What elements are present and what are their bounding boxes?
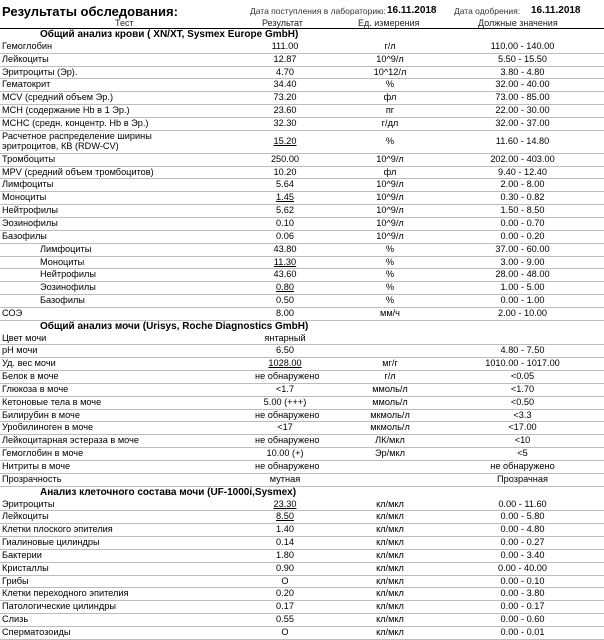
test-result: 0.10: [276, 217, 294, 228]
test-unit: кл/мкл: [376, 601, 404, 612]
test-name: Лейкоциты: [2, 511, 49, 522]
test-norm: 22.00 - 30.00: [495, 105, 550, 116]
test-name: Слизь: [2, 614, 29, 625]
test-norm: 0.30 - 0.82: [500, 192, 545, 203]
test-name: Лимфоциты: [40, 243, 92, 254]
test-unit: ммоль/л: [372, 396, 408, 407]
test-name: Моноциты: [40, 256, 85, 267]
test-result: 43.80: [273, 243, 297, 254]
report-title: Результаты обследования:: [2, 4, 178, 19]
table-row: [0, 105, 604, 118]
table-row: [0, 41, 604, 54]
test-result: 111.00: [271, 40, 299, 51]
test-name: pH мочи: [2, 345, 38, 356]
table-row: [0, 308, 604, 321]
test-result: не обнаружено: [255, 371, 320, 382]
test-norm: 0.00 - 11.60: [498, 498, 547, 509]
received-label: Дата поступления в лабораторию:: [250, 6, 386, 16]
test-norm: 0.00 - 0.10: [500, 575, 545, 586]
test-unit: мкмоль/л: [370, 422, 410, 433]
test-name-line2: эритроцитов, КВ (RDW-CV): [2, 141, 119, 152]
test-result: 10.00 (+): [266, 448, 304, 459]
test-result: 5.64: [276, 179, 294, 190]
test-norm: 11.60 - 14.80: [495, 135, 550, 146]
test-norm: 0.00 - 5.80: [500, 511, 545, 522]
test-unit: %: [385, 256, 395, 267]
test-result: О: [281, 575, 289, 586]
col-result: Результат: [262, 18, 303, 28]
test-result: 23.30: [273, 498, 297, 509]
table-row: [0, 333, 604, 346]
table-row: [0, 269, 604, 282]
test-name: Уд. вес мочи: [2, 358, 56, 369]
test-name: Прозрачность: [2, 473, 62, 484]
col-norm: Должные значения: [478, 18, 558, 28]
test-unit: фл: [383, 166, 397, 177]
test-name: MCHC (средн. концентр. Hb в Эр.): [2, 117, 149, 128]
test-norm: <5: [517, 448, 528, 459]
test-norm: 1.00 - 5.00: [500, 282, 545, 293]
test-norm: 2.00 - 10.00: [497, 307, 548, 318]
test-name: Эритроциты (Эр).: [2, 66, 78, 77]
table-row: [0, 563, 604, 576]
test-name: Моноциты: [2, 192, 47, 203]
test-unit: кл/мкл: [376, 498, 404, 509]
test-norm: 0.00 - 3.80: [500, 588, 545, 599]
table-row: [0, 435, 604, 448]
test-norm: <10: [514, 435, 531, 446]
test-name: Базофилы: [40, 295, 85, 306]
table-row: [0, 79, 604, 92]
test-result: янтарный: [264, 332, 306, 343]
test-unit: %: [385, 269, 395, 280]
test-norm: 0.00 - 0.60: [500, 614, 545, 625]
section-title: Анализ клеточного состава мочи (UF-1000i,Sysmex): [40, 486, 297, 498]
test-unit: ЛК/мкл: [375, 435, 405, 446]
test-unit: кл/мкл: [376, 549, 404, 560]
test-unit: кл/мкл: [376, 524, 404, 535]
table-row: [0, 244, 604, 257]
test-result: 5.62: [276, 205, 294, 216]
test-norm: 37.00 - 60.00: [495, 243, 550, 254]
test-result: 32.30: [273, 117, 297, 128]
test-name: Грибы: [2, 575, 29, 586]
test-name: Нейтрофилы: [40, 269, 96, 280]
table-row: [0, 257, 604, 270]
test-unit: Эр/мкл: [374, 448, 406, 459]
test-result: 0.90: [276, 562, 294, 573]
test-unit: %: [385, 79, 395, 90]
test-result: О: [281, 626, 289, 637]
test-norm: 0.00 - 0.27: [500, 537, 545, 548]
section-title: Общий анализ мочи (Urisys, Roche Diagnostics GmbH): [40, 320, 309, 332]
test-name: Гемоглобин в моче: [2, 448, 84, 459]
received-date: 16.11.2018: [387, 5, 437, 16]
test-name: Клетки плоского эпителия: [2, 524, 113, 535]
test-unit: кл/мкл: [376, 511, 404, 522]
table-row: [0, 384, 604, 397]
test-norm: <0.50: [510, 396, 535, 407]
test-norm: 0.00 - 1.00: [500, 295, 545, 306]
test-name-line1: Расчетное распределение ширины: [2, 130, 152, 141]
test-name: Эозинофилы: [2, 217, 58, 228]
test-result: <17: [277, 422, 293, 433]
section-heading: [0, 487, 604, 499]
test-unit: ммоль/л: [372, 383, 408, 394]
test-result: мутная: [269, 473, 301, 484]
col-unit: Ед. измерения: [358, 18, 420, 28]
test-result: 1.40: [276, 524, 294, 535]
test-norm: 0.00 - 40.00: [497, 562, 548, 573]
test-name: Нейтрофилы: [2, 205, 58, 216]
test-unit: %: [385, 282, 395, 293]
table-row: [0, 92, 604, 105]
test-unit: кл/мкл: [376, 562, 404, 573]
test-result: 6.50: [276, 345, 294, 356]
test-result: 0.50: [276, 295, 294, 306]
column-header: [0, 18, 604, 29]
table-row: [0, 345, 604, 358]
test-norm: 110.00 - 140.00: [490, 40, 555, 51]
test-norm: 0.00 - 0.17: [500, 601, 545, 612]
test-unit: 10^9/л: [376, 192, 404, 203]
results-table: [0, 29, 604, 640]
test-name: Цвет мочи: [2, 332, 47, 343]
test-norm: 0.00 - 0.01: [500, 626, 545, 637]
test-norm: 5.50 - 15.50: [497, 53, 548, 64]
test-unit: пг: [385, 105, 395, 116]
report-header: [0, 0, 604, 18]
table-row: [0, 179, 604, 192]
table-row: [0, 627, 604, 640]
test-norm: 2.00 - 8.00: [500, 179, 545, 190]
test-norm: 0.00 - 4.80: [500, 524, 545, 535]
test-name: Базофилы: [2, 230, 47, 241]
section-title: Общий анализ крови ( XN/XT, Sysmex Europe GmbH): [40, 29, 299, 40]
table-row: [0, 601, 604, 614]
test-name: Бактерии: [2, 549, 42, 560]
table-row: [0, 154, 604, 167]
test-name: [2, 131, 152, 152]
test-result: 23.60: [273, 105, 297, 116]
test-name: Глюкоза в моче: [2, 383, 69, 394]
table-row: [0, 192, 604, 205]
table-row: [0, 576, 604, 589]
table-row: [0, 131, 604, 154]
test-name: MCH (содержание Hb в 1 Эр.): [2, 105, 130, 116]
test-unit: мм/ч: [380, 307, 400, 318]
test-norm: <0.05: [510, 371, 535, 382]
test-unit: фл: [383, 92, 397, 103]
test-result: 0.14: [276, 537, 294, 548]
test-result: 250.00: [270, 153, 300, 164]
table-row: [0, 205, 604, 218]
table-row: [0, 167, 604, 180]
test-name: Гиалиновые цилиндры: [2, 537, 100, 548]
test-norm: 32.00 - 37.00: [495, 117, 550, 128]
test-norm: 4.80 - 7.50: [500, 345, 545, 356]
test-name: Белок в моче: [2, 371, 59, 382]
test-name: Лимфоциты: [2, 179, 54, 190]
table-row: [0, 511, 604, 524]
table-row: [0, 358, 604, 371]
test-result: 34.40: [273, 79, 297, 90]
test-result: 5.00 (+++): [263, 396, 307, 407]
test-result: 43.60: [273, 269, 297, 280]
test-name: MPV (средний объем тромбоцитов): [2, 166, 154, 177]
test-norm: 1.50 - 8.50: [500, 205, 545, 216]
test-result: 0.06: [276, 230, 294, 241]
table-row: [0, 295, 604, 308]
table-row: [0, 537, 604, 550]
test-norm: Прозрачная: [497, 473, 548, 484]
test-result: 1.80: [276, 549, 294, 560]
table-row: [0, 397, 604, 410]
test-result: не обнаружено: [255, 409, 320, 420]
test-unit: %: [385, 295, 395, 306]
test-result: 8.00: [276, 307, 294, 318]
table-row: [0, 524, 604, 537]
table-row: [0, 231, 604, 244]
test-unit: г/дл: [381, 117, 399, 128]
test-unit: 10^9/л: [376, 53, 404, 64]
test-unit: г/л: [384, 40, 396, 51]
test-unit: 10^12/л: [373, 66, 407, 77]
test-norm: <3.3: [513, 409, 532, 420]
test-result: <1.7: [275, 383, 295, 394]
test-norm: 1010.00 - 1017.00: [485, 358, 560, 369]
test-name: Билирубин в моче: [2, 409, 80, 420]
table-row: [0, 282, 604, 295]
test-name: СОЭ: [2, 307, 23, 318]
test-name: Кристаллы: [2, 562, 49, 573]
test-norm: 73.00 - 85.00: [495, 92, 550, 103]
test-result: 0.17: [276, 601, 294, 612]
test-norm: 28.00 - 48.00: [495, 269, 550, 280]
approved-date: 16.11.2018: [531, 5, 581, 16]
test-name: Клетки переходного эпителия: [2, 588, 129, 599]
table-row: [0, 54, 604, 67]
table-row: [0, 422, 604, 435]
test-unit: мг/г: [382, 358, 398, 369]
test-norm: 0.00 - 3.40: [500, 549, 545, 560]
test-unit: 10^9/л: [376, 205, 404, 216]
test-result: 73.20: [273, 92, 297, 103]
test-unit: 10^9/л: [376, 217, 404, 228]
test-result: не обнаружено: [255, 435, 320, 446]
test-name: Эозинофилы: [40, 282, 96, 293]
table-row: [0, 218, 604, 231]
test-name: Патологические цилиндры: [2, 601, 116, 612]
test-unit: кл/мкл: [376, 575, 404, 586]
test-result: 15.20: [273, 135, 297, 146]
test-name: Нитриты в моче: [2, 461, 71, 471]
test-name: Уробилиноген в моче: [2, 422, 94, 433]
test-norm: <1.70: [510, 383, 535, 394]
test-unit: кл/мкл: [376, 614, 404, 625]
table-row: [0, 410, 604, 423]
test-result: 0.55: [276, 614, 294, 625]
test-name: Лейкоциты: [2, 53, 49, 64]
test-norm: 9.40 - 12.40: [497, 166, 548, 177]
test-result: 10.20: [273, 166, 297, 177]
section-heading: [0, 321, 604, 333]
approved-label: Дата одобрения:: [454, 6, 521, 16]
test-name: MCV (средний объем Эр.): [2, 92, 114, 103]
test-norm: 202.00 - 403.00: [490, 153, 555, 164]
test-unit: %: [385, 135, 395, 146]
test-result: 8.50: [276, 511, 294, 522]
test-norm: 0.00 - 0.20: [500, 230, 545, 241]
test-unit: кл/мкл: [376, 588, 404, 599]
test-unit: кл/мкл: [376, 537, 404, 548]
test-unit: 10^9/л: [376, 230, 404, 241]
test-unit: мкмоль/л: [370, 409, 410, 420]
table-row: [0, 499, 604, 512]
col-test: Тест: [115, 18, 134, 28]
test-result: 11.30: [273, 256, 297, 267]
test-name: Тромбоциты: [2, 153, 56, 164]
table-row: [0, 371, 604, 384]
test-norm: 0.00 - 0.70: [500, 217, 545, 228]
test-norm: <17.00: [508, 422, 537, 433]
test-unit: кл/мкл: [376, 626, 404, 637]
test-name: Кетоновые тела в моче: [2, 396, 102, 407]
test-unit: 10^9/л: [376, 153, 404, 164]
table-row: [0, 118, 604, 131]
test-result: 1.45: [276, 192, 294, 203]
test-result: 0.80: [276, 282, 294, 293]
test-name: Гемоглобин: [2, 40, 53, 51]
test-norm: не обнаружено: [490, 461, 555, 471]
test-name: Лейкоцитарная эстераза в моче: [2, 435, 139, 446]
test-norm: 3.00 - 9.00: [500, 256, 545, 267]
test-name: Сперматозоиды: [2, 626, 71, 637]
section-heading: [0, 29, 604, 41]
table-row: [0, 67, 604, 80]
table-row: [0, 474, 604, 487]
test-unit: %: [385, 243, 395, 254]
test-unit: г/л: [384, 371, 396, 382]
table-row: [0, 550, 604, 563]
test-result: 1028.00: [268, 358, 302, 369]
test-name: Эритроциты: [2, 498, 55, 509]
table-row: [0, 588, 604, 601]
table-row: [0, 614, 604, 627]
test-result: не обнаружено: [255, 461, 320, 471]
test-result: 4.70: [276, 66, 294, 77]
test-name: Гематокрит: [2, 79, 51, 90]
test-result: 0.20: [276, 588, 294, 599]
test-result: 12.87: [273, 53, 297, 64]
test-norm: 3.80 - 4.80: [500, 66, 545, 77]
test-unit: 10^9/л: [376, 179, 404, 190]
table-row: [0, 448, 604, 461]
test-norm: 32.00 - 40.00: [495, 79, 550, 90]
table-row: [0, 461, 604, 474]
